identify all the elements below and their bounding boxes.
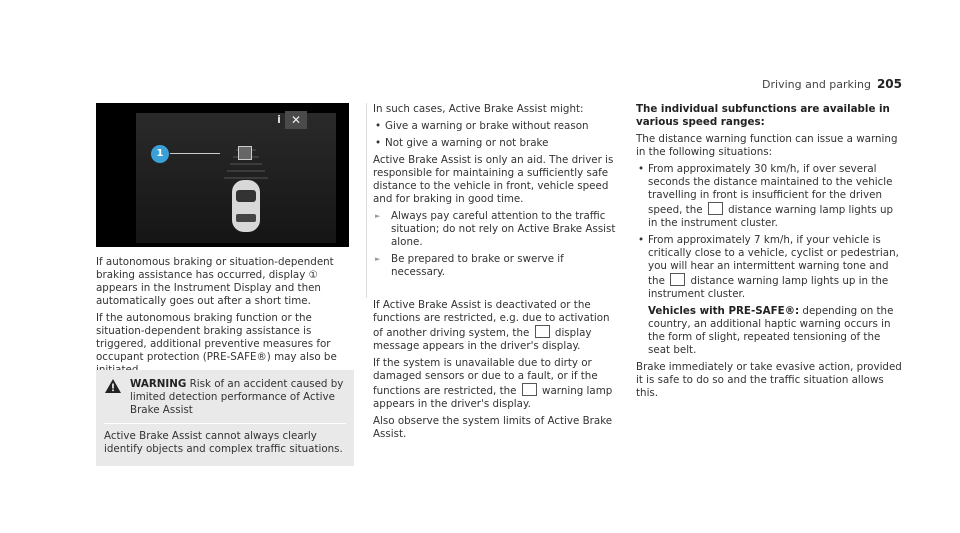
column-left <box>96 256 354 381</box>
paragraph: If Active Brake Assist is deactivated or the functions are restricted, e.g. due to activation of another driving system, the display message appears in the driver's display. <box>373 299 610 352</box>
list-item: • From approximately 7 km/h, if your vehicle is critically close to a vehicle, cyclist or pedestrian, you will hear an intermittent warning tone and the distance warning lamp lights up in the instrument cluster. <box>636 234 904 301</box>
warning-box <box>96 370 354 466</box>
section-heading: The individual subfunctions are available in various speed ranges: <box>636 103 890 128</box>
list-item: • From approximately 30 km/h, if over several seconds the distance maintained to the vehicle travelling in front is insufficient for the driven speed, the distance warning lamp lights up in the instrument cluster. <box>636 163 904 230</box>
warning-triangle-icon <box>104 378 122 394</box>
distance-warning-lamp-icon <box>670 273 685 286</box>
list-item: • Not give a warning or not brake <box>373 137 621 150</box>
paragraph: In such cases, Active Brake Assist might: <box>373 103 584 115</box>
brake-warning-icon <box>238 146 252 160</box>
callout-badge: 1 <box>151 145 169 163</box>
distance-warning-lamp-icon <box>708 202 723 215</box>
warning-title: WARNING <box>130 378 187 390</box>
paragraph: Active Brake Assist is only an aid. The driver is responsible for maintaining a sufficiently safe distance to the vehicle in front, vehicle speed and for braking in good time. <box>373 154 614 205</box>
column-middle <box>373 103 621 445</box>
car-icon <box>229 178 263 234</box>
brake-off-icon <box>535 325 550 338</box>
paragraph: The distance warning function can issue a warning in the following situations: <box>636 133 898 158</box>
column-divider <box>366 103 367 298</box>
list-item: • Give a warning or brake without reason <box>373 120 621 133</box>
section-title: Driving and parking <box>762 78 871 91</box>
paragraph: If the system is unavailable due to dirty or damaged sensors or due to a fault, or if the functions are restricted, the warning lamp appears in the driver's display. <box>373 357 613 410</box>
page-header <box>762 77 902 91</box>
page-number: 205 <box>876 77 902 91</box>
paragraph: If autonomous braking or situation-dependent braking assistance has occurred, display ① appears in the Instrument Display and then automatically goes out after a short time. <box>96 256 334 307</box>
column-right <box>636 103 904 404</box>
brake-warning-lamp-icon <box>522 383 537 396</box>
close-icon: ✕ <box>285 111 307 129</box>
instrument-display-figure <box>96 103 349 247</box>
paragraph: Also observe the system limits of Active Brake Assist. <box>373 415 613 440</box>
paragraph: If the autonomous braking function or the situation-dependent braking assistance is triggered, additional preventive measures for occupant protection (PRE-SAFE®) may also be <box>96 312 337 363</box>
warning-body: Active Brake Assist cannot always clearly identify objects and complex traffic situations. <box>104 430 343 455</box>
info-icon: i <box>277 113 281 126</box>
paragraph: Brake immediately or take evasive action, provided it is safe to do so and the traffic situation allows this. <box>636 361 902 399</box>
warning-text: Risk of an accident caused by limited detection performance of Active Brake Assist <box>130 378 344 416</box>
instruction-item: ► Always pay careful attention to the traffic situation; do not rely on Active Brake Assist alone. <box>373 210 621 249</box>
instruction-item: ► Be prepared to brake or swerve if necessary. <box>373 253 621 279</box>
sub-paragraph: Vehicles with PRE-SAFE®: depending on the country, an additional haptic warning occurs in the form of slight, repeated tensioning of the seat belt. <box>648 305 894 356</box>
